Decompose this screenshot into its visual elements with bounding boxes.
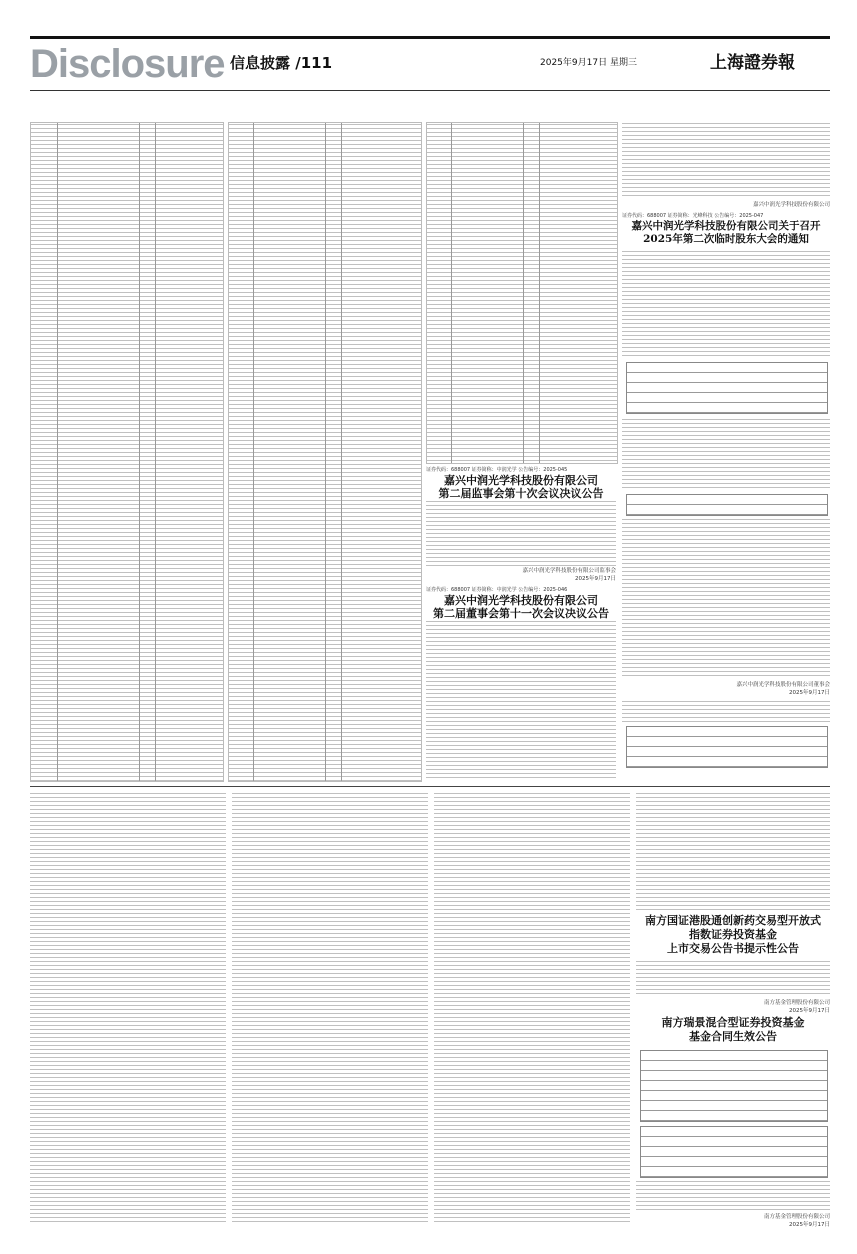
previous-notice-tail	[622, 122, 830, 210]
notice-date: 2025年9月17日	[789, 690, 830, 696]
notice-date: 2025年9月17日	[789, 1008, 830, 1014]
article-body-text	[30, 792, 226, 1222]
page-half-divider	[30, 786, 830, 787]
board-notice	[426, 586, 616, 780]
notice-title	[426, 474, 616, 500]
table-column-rule	[325, 123, 326, 781]
articles-text-col1	[30, 792, 226, 1222]
notice-code-line: 证券代码：688007 证券简称：光峰科技 公告编号：2025-047	[622, 213, 764, 219]
shareholders-meeting-notice	[622, 212, 830, 780]
article-body-text	[434, 792, 630, 1222]
notice-body-text	[426, 620, 616, 780]
fund-raising-table	[640, 1126, 828, 1178]
section-title: 信息披露 /111	[230, 54, 333, 72]
amendment-table-left	[30, 122, 224, 782]
issue-date: 2025年9月17日 星期三	[540, 58, 637, 68]
amendment-table-middle	[228, 122, 422, 782]
supervisors-notice	[426, 466, 616, 582]
notice-title	[426, 594, 616, 620]
notice-title-line: 基金合同生效公告	[689, 1030, 777, 1043]
notice-title-line: 上市交易公告书提示性公告	[667, 942, 799, 955]
notice-body-text	[426, 500, 616, 568]
top-rule	[30, 36, 830, 39]
notice-title-line: 南方瑞景混合型证券投资基金	[661, 1016, 805, 1029]
table-column-rule	[253, 123, 254, 781]
article-body-text	[232, 792, 428, 1222]
notice-signature: 嘉兴中润光学科技股份有限公司	[752, 202, 830, 208]
notice-signature: 嘉兴中润光学科技股份有限公司监事会	[522, 568, 616, 574]
notice-title-line: 2025年第二次临时股东大会的通知	[643, 233, 809, 245]
notice-signature: 南方基金管理股份有限公司	[763, 1000, 830, 1006]
table-column-rule	[523, 123, 524, 463]
notice-title-line: 嘉兴中润光学科技股份有限公司	[444, 594, 598, 607]
table-column-rule	[155, 123, 156, 781]
fund-contract-notice	[636, 1016, 830, 1228]
notice-body-text	[636, 1180, 830, 1210]
amendment-table-right	[426, 122, 618, 464]
table-column-rule	[57, 123, 58, 781]
articles-text-col3	[434, 792, 630, 1222]
notice-title	[622, 220, 830, 246]
fund-info-table	[640, 1050, 828, 1122]
proxy-form-text	[622, 700, 830, 722]
notice-signature: 嘉兴中润光学科技股份有限公司董事会	[736, 682, 830, 688]
notice-body-text	[636, 960, 830, 996]
table-column-rule	[451, 123, 452, 463]
etf-listing-notice	[636, 914, 830, 1014]
notice-title-line: 嘉兴中润光学科技股份有限公司关于召开	[631, 220, 821, 232]
disclosure-logo: Disclosure	[30, 42, 225, 86]
notice-date: 2025年9月17日	[575, 576, 616, 582]
notice-body-text	[622, 518, 830, 676]
notice-body-text	[622, 122, 830, 198]
notice-title	[636, 1016, 830, 1044]
registration-table	[626, 494, 828, 516]
table-text	[427, 123, 617, 463]
notice-code-line: 证券代码：688007 证券简称：中润光学 公告编号：2025-046	[426, 587, 568, 593]
table-column-rule	[139, 123, 140, 781]
table-column-rule	[341, 123, 342, 781]
notice-title-line: 第二届董事会第十一次会议决议公告	[433, 607, 609, 620]
notice-code-line: 证券代码：688007 证券简称：中润光学 公告编号：2025-045	[426, 467, 568, 473]
notice-title	[636, 914, 830, 956]
notice-title-line: 指数证券投资基金	[689, 928, 777, 941]
header-rule	[30, 90, 830, 91]
table-text	[31, 123, 223, 781]
notice-title-line: 嘉兴中润光学科技股份有限公司	[444, 474, 598, 487]
notice-signature: 南方基金管理股份有限公司	[763, 1214, 830, 1220]
table-column-rule	[539, 123, 540, 463]
notice-body-text	[622, 418, 830, 490]
masthead	[30, 44, 830, 84]
newspaper-name: 上海證券報	[710, 53, 795, 73]
proxy-voting-table	[626, 726, 828, 768]
notice-title-line: 南方国证港股通创新药交易型开放式	[645, 914, 821, 927]
articles-text-col2	[232, 792, 428, 1222]
notice-body-text	[622, 250, 830, 358]
article-body-text	[636, 792, 830, 912]
articles-text-col4	[636, 792, 830, 912]
agenda-table	[626, 362, 828, 414]
notice-title-line: 第二届监事会第十次会议决议公告	[438, 487, 604, 500]
notice-date: 2025年9月17日	[789, 1222, 830, 1228]
